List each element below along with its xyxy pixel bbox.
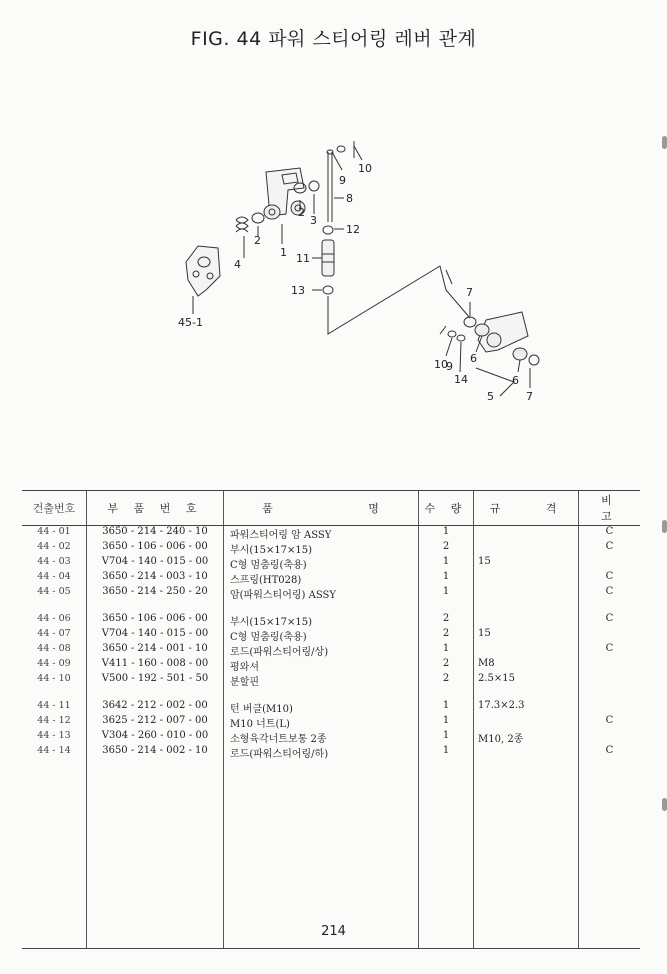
exploded-parts-diagram	[0, 0, 667, 480]
callout-8: 8	[346, 192, 353, 205]
callout-3: 3	[310, 214, 317, 227]
cell-quantity: 2	[419, 613, 474, 628]
cell-code: 44 - 11	[37, 700, 71, 711]
cell-note	[579, 556, 641, 571]
cell-spec	[474, 643, 579, 658]
header-part-number: 부 품 번 호	[87, 491, 224, 526]
cell-quantity: 1	[419, 643, 474, 658]
binding-hole-mark	[662, 798, 667, 811]
cell-spec: M10, 2종	[474, 730, 579, 745]
table-row	[22, 715, 640, 730]
cell-part-name: C형 멈춤링(축용)	[224, 628, 419, 643]
cell-spec: 15	[474, 556, 579, 571]
cell-code: 44 - 08	[37, 643, 71, 654]
cell-part-name: 소형육각너트보통 2종	[224, 730, 419, 745]
cell-code: 44 - 13	[37, 730, 71, 741]
header-quantity: 수 량	[419, 491, 474, 526]
cell-part-name: 스프링(HT028)	[224, 571, 419, 586]
callout-7-upper: 7	[466, 286, 473, 299]
cell-quantity: 1	[419, 730, 474, 745]
page-number: 214	[321, 924, 346, 939]
table-row	[22, 700, 640, 715]
cell-code: 44 - 12	[37, 715, 71, 726]
cell-quantity: 2	[419, 541, 474, 556]
cell-note	[579, 730, 641, 745]
cell-code: 44 - 09	[37, 658, 71, 669]
cell-code: 44 - 02	[37, 541, 71, 552]
cell-code: 44 - 03	[37, 556, 71, 567]
cell-part-name: M10 너트(L)	[224, 715, 419, 730]
header-note: 비 고	[579, 491, 641, 526]
cell-quantity: 1	[419, 700, 474, 715]
cell-quantity: 2	[419, 658, 474, 673]
cell-note: C	[579, 586, 641, 601]
table-row	[22, 571, 640, 586]
cell-quantity: 2	[419, 628, 474, 643]
cell-quantity: 1	[419, 586, 474, 601]
cell-note	[579, 628, 641, 643]
header-spec: 규 격	[474, 491, 579, 526]
cell-code: 44 - 01	[37, 526, 71, 537]
cell-quantity: 1	[419, 556, 474, 571]
table-row	[22, 526, 640, 542]
table-row	[22, 541, 640, 556]
callout-12: 12	[346, 223, 360, 236]
callout-10-lower: 10	[434, 358, 448, 371]
cell-part-number: 3650 - 214 - 250 - 20	[87, 586, 224, 601]
cell-quantity: 1	[419, 571, 474, 586]
cell-part-name: 로드(파워스티어링/하)	[224, 745, 419, 760]
table-row	[22, 658, 640, 673]
cell-part-number: 3650 - 106 - 006 - 00	[87, 613, 224, 628]
cell-spec	[474, 715, 579, 730]
cell-spec: 2.5×15	[474, 673, 579, 688]
cell-note: C	[579, 571, 641, 586]
cell-note: C	[579, 526, 641, 542]
table-row	[22, 643, 640, 658]
cell-part-name: 분할핀	[224, 673, 419, 688]
callout-45-1: 45-1	[178, 316, 203, 329]
callout-6-left: 6	[470, 352, 477, 365]
cell-part-name: 부시(15×17×15)	[224, 541, 419, 556]
table-row	[22, 586, 640, 601]
header-part-name: 품 명	[224, 491, 419, 526]
cell-part-name: 턴 버클(M10)	[224, 700, 419, 715]
callout-13: 13	[291, 284, 305, 297]
table-row	[22, 628, 640, 643]
callout-10: 10	[358, 162, 372, 175]
callout-5: 5	[487, 390, 494, 403]
cell-note: C	[579, 541, 641, 556]
cell-part-number: 3650 - 214 - 240 - 10	[87, 526, 224, 542]
parts-table-header	[22, 491, 640, 526]
cell-quantity: 1	[419, 715, 474, 730]
cell-part-number: V304 - 260 - 010 - 00	[87, 730, 224, 745]
callout-6-right: 6	[512, 374, 519, 387]
table-row	[22, 673, 640, 688]
cell-part-number: 3650 - 214 - 002 - 10	[87, 745, 224, 760]
cell-part-number: 3650 - 214 - 003 - 10	[87, 571, 224, 586]
cell-part-name: 부시(15×17×15)	[224, 613, 419, 628]
cell-part-name: 파워스티어링 암 ASSY	[224, 526, 419, 542]
cell-quantity: 2	[419, 673, 474, 688]
cell-spec	[474, 586, 579, 601]
cell-part-name: 평와셔	[224, 658, 419, 673]
cell-spec	[474, 613, 579, 628]
row-spacer	[22, 688, 640, 700]
callout-9-lower: 9	[446, 360, 453, 373]
callout-7-lower: 7	[526, 390, 533, 403]
cell-code: 44 - 10	[37, 673, 71, 684]
cell-part-number: 3650 - 106 - 006 - 00	[87, 541, 224, 556]
row-spacer	[22, 601, 640, 613]
table-filler-row	[22, 760, 640, 949]
callout-14: 14	[454, 373, 468, 386]
cell-part-number: V411 - 160 - 008 - 00	[87, 658, 224, 673]
cell-part-number: V704 - 140 - 015 - 00	[87, 628, 224, 643]
table-row	[22, 556, 640, 571]
cell-note: C	[579, 643, 641, 658]
cell-note	[579, 658, 641, 673]
cell-quantity: 1	[419, 745, 474, 760]
cell-note	[579, 700, 641, 715]
cell-part-number: V704 - 140 - 015 - 00	[87, 556, 224, 571]
callout-4: 4	[234, 258, 241, 271]
cell-part-number: 3650 - 214 - 001 - 10	[87, 643, 224, 658]
callout-9: 9	[339, 174, 346, 187]
cell-code: 44 - 14	[37, 745, 71, 756]
cell-code: 44 - 04	[37, 571, 71, 582]
binding-hole-mark	[662, 136, 667, 149]
cell-part-name: 로드(파워스티어링/상)	[224, 643, 419, 658]
callout-11: 11	[296, 252, 310, 265]
table-row	[22, 613, 640, 628]
cell-note: C	[579, 715, 641, 730]
cell-code: 44 - 05	[37, 586, 71, 597]
cell-part-name: 암(파워스티어링) ASSY	[224, 586, 419, 601]
header-code: 건출번호	[22, 491, 87, 526]
callout-2-upper: 2	[298, 206, 305, 219]
callout-2-lower: 2	[254, 234, 261, 247]
cell-spec: 17.3×2.3	[474, 700, 579, 715]
cell-spec: M8	[474, 658, 579, 673]
cell-note	[579, 673, 641, 688]
table-row	[22, 745, 640, 760]
cell-spec	[474, 571, 579, 586]
cell-part-number: 3625 - 212 - 007 - 00	[87, 715, 224, 730]
cell-code: 44 - 06	[37, 613, 71, 624]
cell-spec	[474, 541, 579, 556]
callout-1: 1	[280, 246, 287, 259]
cell-spec	[474, 526, 579, 542]
cell-quantity: 1	[419, 526, 474, 542]
cell-part-number: 3642 - 212 - 002 - 00	[87, 700, 224, 715]
cell-note: C	[579, 745, 641, 760]
cell-spec	[474, 745, 579, 760]
parts-table	[22, 490, 640, 949]
cell-part-number: V500 - 192 - 501 - 50	[87, 673, 224, 688]
cell-code: 44 - 07	[37, 628, 71, 639]
table-row	[22, 730, 640, 745]
binding-hole-mark	[662, 520, 667, 533]
page-title: FIG. 44 파워 스티어링 레버 관계	[190, 28, 477, 50]
cell-note: C	[579, 613, 641, 628]
cell-spec: 15	[474, 628, 579, 643]
cell-part-name: C형 멈춤링(축용)	[224, 556, 419, 571]
